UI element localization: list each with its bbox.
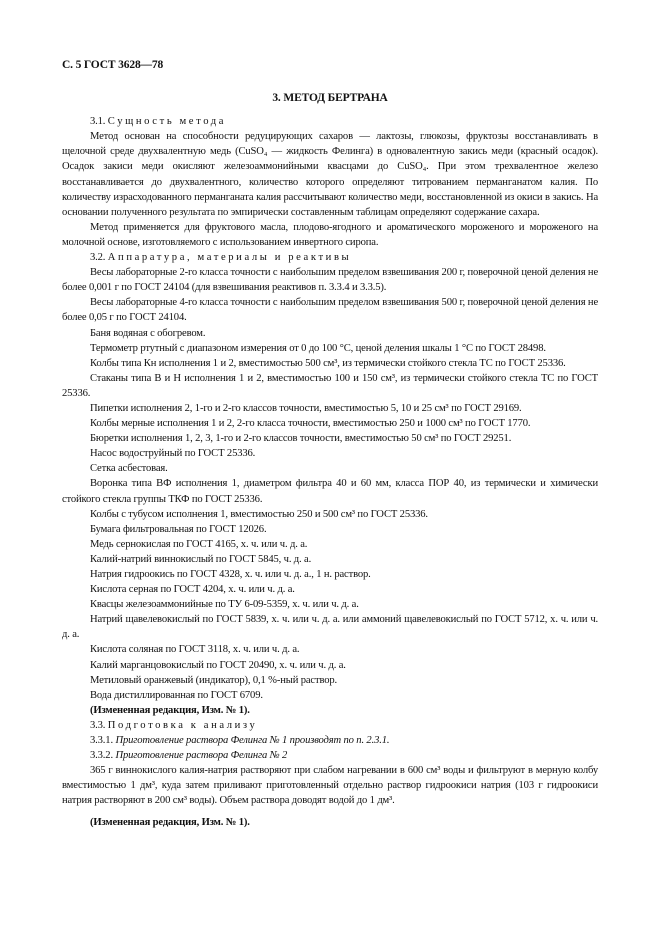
list-item: Калий-натрий виннокислый по ГОСТ 5845, ч. д. а.	[90, 553, 312, 565]
list-item: Бюретки исполнения 1, 2, 3, 1-го и 2-го классов точности, вместимостью 50 см³ по ГОСТ 29251.	[90, 433, 512, 445]
list-item: Кислота соляная по ГОСТ 3118, х. ч. или ч. д. а.	[90, 644, 300, 656]
list-item: Колбы мерные исполнения 1 и 2, 2-го класса точности, вместимостью 250 и 1000 см³ по ГОСТ 1770.	[90, 418, 531, 430]
subsection-3-2-heading	[62, 250, 598, 265]
list-item: Колбы типа Кн исполнения 1 и 2, вместимостью 500 см³, из термически стойкого стекла ТС по ГОСТ 25336.	[90, 357, 566, 369]
clause-number: 3.3.2.	[90, 750, 113, 762]
list-item: Весы лабораторные 4-го класса точности с наибольшим пределом взвешивания 500 г, поверочной ценой деления не более 0,05 г по ГОСТ 24104.	[62, 297, 598, 324]
list-item: Метиловый оранжевый (индикатор), 0,1 %-ный раствор.	[90, 674, 338, 686]
list-item: Колбы с тубусом исполнения 1, вместимостью 250 и 500 см³ по ГОСТ 25336.	[90, 508, 428, 520]
list-item: Бумага фильтровальная по ГОСТ 12026.	[90, 523, 267, 535]
amendment-note: (Измененная редакция, Изм. № 1).	[90, 704, 250, 716]
subsection-3-1-heading	[62, 114, 598, 129]
list-item: Кислота серная по ГОСТ 4204, х. ч. или ч. д. а.	[90, 584, 295, 596]
subsection-number: 3.2.	[90, 252, 106, 264]
list-item: Баня водяная с обогревом.	[90, 327, 206, 339]
list-item: Натрия гидроокись по ГОСТ 4328, х. ч. или ч. д. а., 1 н. раствор.	[90, 569, 371, 580]
fehling-2-preparation-paragraph: 365 г виннокислого калия-натрия растворяют при слабом нагревании в 600 см³ воды и фильтруют в мерную колбу вместимостью 1 дм³, куда затем приливают приготовленный отдельно раствор гидроокиси натрия (103 г гидроокиси натрия растворяют в 200 см³ воды). Объем раствора доводят водой до 1 дм³.	[62, 765, 598, 807]
method-principle-paragraph: Метод основан на способности редуцирующих сахаров — лактозы, глюкозы, фруктозы восстанавливать в щелочной среде двухвалентную медь (CuSO₄ — жидкость Фелинга) в одновалентную закись меди (красный осадок). Осадок закиси меди окисляют железоаммонийными квасцами до CuSO₄. При этом трехвалентное железо восстанавливается до двухвалентного, количество которого определяют титрованием перманганатом калия. По количеству израсходованного перманганата калия рассчитывают количество меди, восстановленной из окиси в закись. На основании полученного результата по эмпирически составленным таблицам определяют содержание сахара.	[62, 131, 598, 218]
list-item: Стаканы типа В и Н исполнения 1 и 2, вместимостью 100 и 150 см³, из термически стойкого стекла ТС по ГОСТ 25336.	[62, 372, 598, 399]
subsection-heading: Подготовка к анализу	[107, 719, 258, 731]
list-item: Сетка асбестовая.	[90, 463, 168, 475]
equipment-list	[62, 265, 598, 703]
clause-3-3-1	[62, 733, 598, 748]
clause-text: Приготовление раствора Фелинга № 1 производят по п. 2.3.1.	[115, 735, 390, 747]
list-item: Квасцы железоаммонийные по ТУ 6-09-5359, х. ч. или ч. д. а.	[90, 599, 359, 611]
subsection-number: 3.1.	[90, 116, 106, 128]
subsection-number: 3.3.	[90, 719, 106, 731]
clause-text: Приготовление раствора Фелинга № 2	[115, 750, 288, 762]
page-header: С. 5 ГОСТ 3628—78	[62, 59, 164, 71]
list-item: Калий марганцовокислый по ГОСТ 20490, х. ч. или ч. д. а.	[90, 659, 346, 671]
document-page	[62, 58, 598, 830]
section-title: 3. МЕТОД БЕРТРАНА	[272, 92, 388, 105]
method-scope-paragraph: Метод применяется для фруктового масла, плодово-ягодного и ароматического мороженого и мороженого на молочной основе, изготовляемого с использованием инвертного сиропа.	[62, 221, 598, 248]
list-item: Термометр ртутный с диапазоном измерения от 0 до 100 °С, ценой деления шкалы 1 °С по ГОСТ 28498.	[90, 342, 546, 354]
list-item: Медь сернокислая по ГОСТ 4165, х. ч. или ч. д. а.	[90, 538, 308, 550]
clause-number: 3.3.1.	[90, 735, 113, 747]
list-item: Натрий щавелевокислый по ГОСТ 5839, х. ч. или ч. д. а. или аммоний щавелевокислый по ГОСТ 5712, х. ч. или ч. д. а.	[62, 614, 598, 641]
list-item: Воронка типа ВФ исполнения 1, диаметром фильтра 40 и 60 мм, класса ПОР 40, из термически и химически стойкого стекла группы ТКФ по ГОСТ 25336.	[62, 478, 598, 505]
list-item: Пипетки исполнения 2, 1-го и 2-го классов точности, вместимостью 5, 10 и 25 см³ по ГОСТ 29169.	[90, 402, 522, 414]
subsection-3-3-heading	[62, 718, 598, 733]
clause-3-3-2	[62, 748, 598, 763]
subsection-heading: Сущность метода	[107, 116, 227, 128]
list-item: Весы лабораторные 2-го класса точности с наибольшим пределом взвешивания 200 г, поверочной ценой деления не более 0,001 г по ГОСТ 24104 (для взвешивания реактивов п. 3.3.4 и 3.3.5).	[62, 267, 598, 294]
subsection-heading: Аппаратура, материалы и реактивы	[107, 252, 352, 264]
amendment-note: (Измененная редакция, Изм. № 1).	[90, 816, 250, 828]
list-item: Вода дистиллированная по ГОСТ 6709.	[90, 689, 263, 701]
list-item: Насос водоструйный по ГОСТ 25336.	[90, 448, 256, 460]
